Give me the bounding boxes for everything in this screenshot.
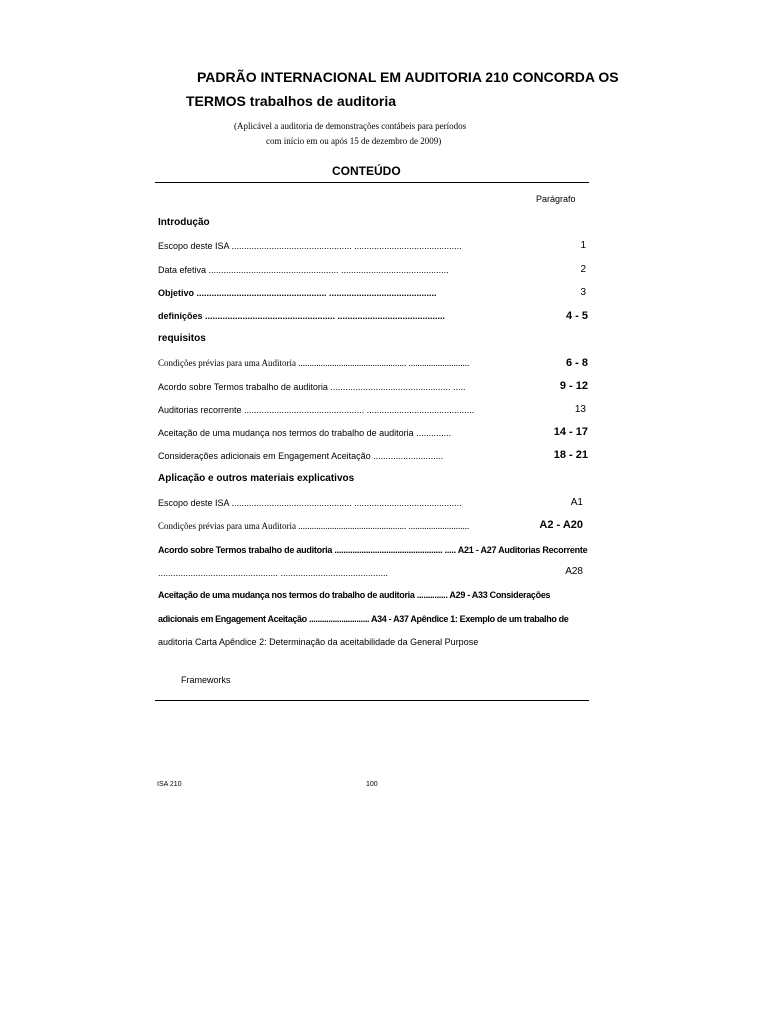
section-intro-heading: Introdução xyxy=(158,217,210,228)
bottom-rule xyxy=(155,700,589,701)
toc-entry-definitions: definições .................................................... ........................................... xyxy=(158,311,446,321)
toc-entry-recurring: Auditorias recorrente ................................................ ........................................... xyxy=(158,405,475,415)
toc-entry-app-preconditions: Condições prévias para uma Auditoria ................................................ ........................... xyxy=(158,521,470,531)
toc-entry-preconditions: Condições prévias para uma Auditoria ................................................ ........................... xyxy=(158,358,470,368)
section-application-heading: Aplicação e outros materiais explicativos xyxy=(158,473,355,484)
toc-frameworks: Frameworks xyxy=(181,675,231,685)
toc-entry-scope: Escopo deste ISA ................................................ ........................................... xyxy=(158,241,462,251)
subtitle-line2: com início em ou após 15 de dezembro de 2009) xyxy=(266,136,442,146)
toc-entry-objective: Objetivo .................................................... ........................................... xyxy=(158,288,437,298)
document-title-line2: TERMOS trabalhos de auditoria xyxy=(186,93,397,109)
toc-entry-recurring-number: 13 xyxy=(574,404,586,415)
toc-entry-effective-date: Data efetiva .................................................... ........................................... xyxy=(158,265,449,275)
section-requirements-heading: requisitos xyxy=(158,333,206,344)
document-title-line1: PADRÃO INTERNACIONAL EM AUDITORIA 210 CONCORDA OS xyxy=(197,69,619,85)
toc-runon-line1: Acordo sobre Termos trabalho de auditoria ................................................ ..... A21 - A27 Auditorias Recorrente xyxy=(158,545,588,555)
top-rule xyxy=(155,182,589,183)
toc-entry-app-scope: Escopo deste ISA ................................................ ........................................... xyxy=(158,498,462,508)
toc-entry-change-terms-number: 14 - 17 xyxy=(553,426,588,438)
toc-entry-additional-number: 18 - 21 xyxy=(553,449,588,461)
toc-entry-additional: Considerações adicionais em Engagement Aceitação ............................ xyxy=(158,451,444,461)
toc-runon-line5: auditoria Carta Apêndice 2: Determinação da aceitabilidade da General Purpose xyxy=(158,637,479,647)
toc-entry-app-scope-number: A1 xyxy=(570,497,583,508)
toc-entry-objective-number: 3 xyxy=(580,287,586,298)
toc-runon-line3: Aceitação de uma mudança nos termos do trabalho de auditoria .............. A29 - A33 Considerações xyxy=(158,590,551,600)
paragraph-label: Parágrafo xyxy=(536,194,576,204)
toc-entry-preconditions-number: 6 - 8 xyxy=(565,357,588,369)
toc-entry-agreement-number: 9 - 12 xyxy=(559,380,588,392)
toc-entry-scope-number: 1 xyxy=(580,240,586,251)
toc-entry-definitions-number: 4 - 5 xyxy=(565,310,588,322)
toc-runon-number: A28 xyxy=(565,566,583,577)
toc-entry-app-preconditions-number: A2 - A20 xyxy=(539,519,583,531)
toc-runon-line2: ................................................ ........................................... xyxy=(158,568,389,578)
footer-standard: ISA 210 xyxy=(157,781,182,788)
contents-heading: CONTEÚDO xyxy=(332,164,401,178)
toc-runon-line4: adicionais em Engagement Aceitação ............................ A34 - A37 Apêndice 1: Exemplo de um trabalho de xyxy=(158,614,569,624)
toc-entry-effective-date-number: 2 xyxy=(580,264,586,275)
toc-entry-change-terms: Aceitação de uma mudança nos termos do trabalho de auditoria .............. xyxy=(158,428,452,438)
footer-page-number: 100 xyxy=(366,781,378,788)
toc-entry-agreement: Acordo sobre Termos trabalho de auditoria ................................................ ..... xyxy=(158,382,466,392)
subtitle-line1: (Aplicável a auditoria de demonstrações contábeis para períodos xyxy=(234,121,467,131)
